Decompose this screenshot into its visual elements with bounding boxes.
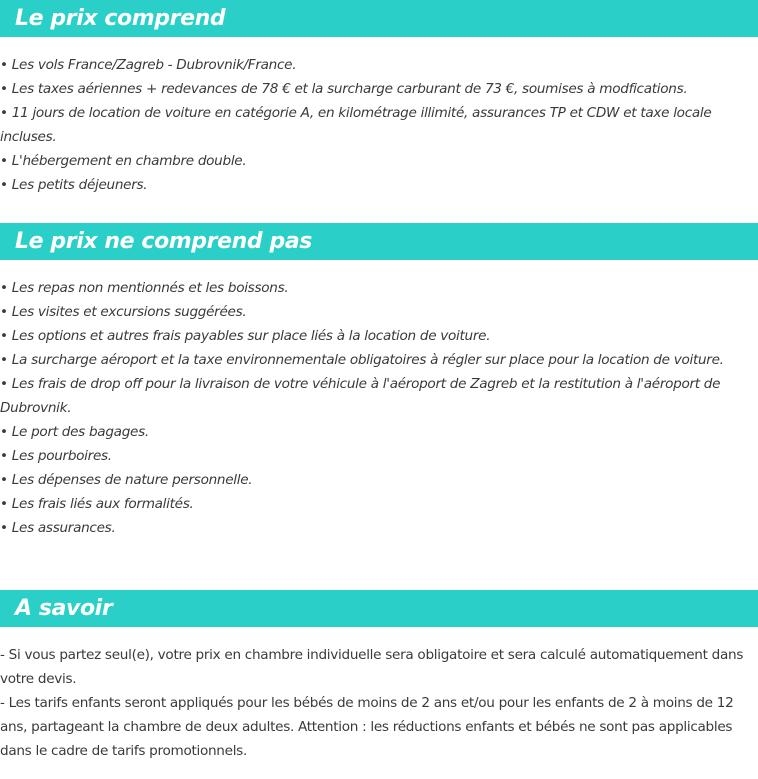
list-item: • Les frais liés aux formalités. [0,496,194,512]
list-item: • Les petits déjeuners. [0,177,148,193]
list-item: • Les assurances. [0,520,116,536]
section-title-prix-comprend: Le prix comprend [0,0,758,37]
list-item: • L'hébergement en chambre double. [0,153,247,169]
list-item: • La surcharge aéroport et la taxe environnementale obligatoires à régler sur place pour la location de voiture. [0,352,724,368]
list-item: • Les vols France/Zagreb - Dubrovnik/France. [0,57,297,73]
a-savoir-notes [0,643,758,763]
section-title-prix-ne-comprend-pas: Le prix ne comprend pas [0,223,758,260]
list-item: • Les taxes aériennes + redevances de 78 € et la surcharge carburant de 73 €, soumises à modfications. [0,81,688,97]
list-item: • Les options et autres frais payables sur place liés à la location de voiture. [0,328,491,344]
list-item: • 11 jours de location de voiture en catégorie A, en kilométrage illimité, assurances TP et CDW et taxe locale incluses. [0,105,712,145]
list-item: • Les repas non mentionnés et les boissons. [0,280,289,296]
list-item: • Les dépenses de nature personnelle. [0,472,253,488]
note-paragraph: - Les tarifs enfants seront appliqués pour les bébés de moins de 2 ans et/ou pour les enfants de 2 à moins de 12 ans, partageant la chambre de deux adultes. Attention : les réductions enfants et bébés ne sont pas applicables dans le cadre de tarifs promotionnels. [0,695,734,759]
prix-ne-comprend-pas-list [0,276,758,540]
prix-comprend-list [0,53,758,197]
list-item: • Les visites et excursions suggérées. [0,304,247,320]
list-item: • Les frais de drop off pour la livraison de votre véhicule à l'aéroport de Zagreb et la restitution à l'aéroport de Dubrovnik. [0,376,721,416]
list-item: • Les pourboires. [0,448,112,464]
list-item: • Le port des bagages. [0,424,149,440]
note-paragraph: - Si vous partez seul(e), votre prix en chambre individuelle sera obligatoire et sera calculé automatiquement dans votre devis. [0,647,744,687]
section-title-a-savoir: A savoir [0,590,758,627]
